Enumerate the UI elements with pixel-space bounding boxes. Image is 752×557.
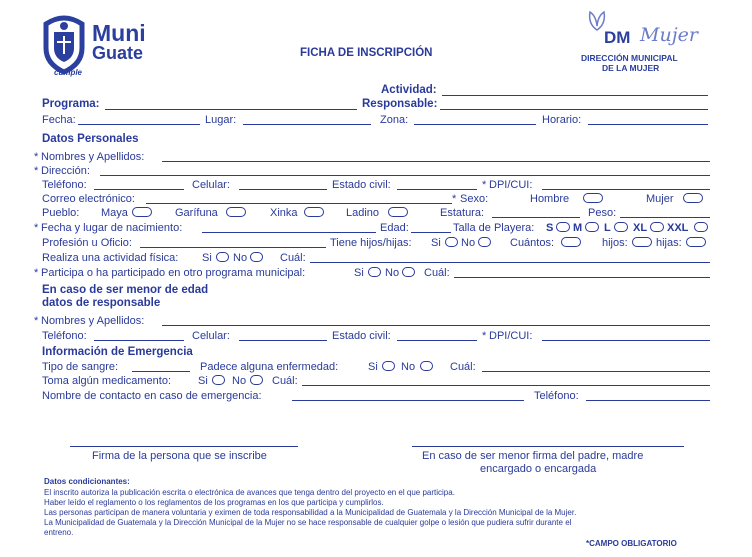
ladino-checkbox[interactable] (388, 207, 408, 217)
logo-guate: Guate (92, 43, 144, 63)
firma-right-label-1: En caso de ser menor firma del padre, madre (422, 450, 644, 462)
participa-si-label: Si (354, 267, 364, 279)
condicion-1: El inscrito autoriza la publicación escrita o electrónica de avances que tenga dentro del proyecto en el que participa. (44, 488, 455, 497)
correo-label: Correo electrónico: (42, 193, 135, 205)
contacto-label: Nombre de contacto en caso de emergencia: (42, 390, 262, 402)
talla-m-checkbox[interactable] (585, 222, 599, 232)
actividad-field[interactable] (442, 95, 708, 96)
lugar-field[interactable] (243, 124, 371, 125)
participa-cual-label: Cuál: (424, 267, 450, 279)
campo-obligatorio: *CAMPO OBLIGATORIO (586, 539, 677, 548)
menor-celular-label: Celular: (192, 330, 230, 342)
zona-label: Zona: (380, 114, 409, 126)
af-si-checkbox[interactable] (216, 252, 229, 262)
horario-label: Horario: (542, 114, 582, 126)
menor-dpi-label: DPI/CUI: (489, 330, 533, 342)
firma-line-left[interactable] (70, 446, 298, 447)
contacto-field[interactable] (292, 400, 524, 401)
enf-no-checkbox[interactable] (420, 361, 433, 371)
participa-si-checkbox[interactable] (368, 267, 381, 277)
page-title: FICHA DE INSCRIPCIÓN (300, 47, 433, 59)
required-mark: * (452, 193, 457, 205)
participa-cual-field[interactable] (454, 277, 710, 278)
af-si-label: Si (202, 252, 212, 264)
required-mark: * (34, 151, 39, 163)
zona-field[interactable] (414, 124, 536, 125)
actividad-fisica-label: Realiza una actividad física: (42, 252, 179, 264)
logo-dm: DM (604, 28, 631, 47)
condicion-5: entreno. (44, 528, 74, 537)
hijos-count-label: hijos: (602, 237, 628, 249)
dpi-field[interactable] (542, 189, 710, 190)
logo-line1: DIRECCIÓN MUNICIPAL (581, 53, 678, 63)
menor-estado-civil-field[interactable] (397, 340, 477, 341)
celular-label: Celular: (192, 179, 230, 191)
af-no-checkbox[interactable] (250, 252, 263, 262)
peso-label: Peso: (588, 207, 617, 219)
xinka-label: Xinka (270, 207, 298, 219)
participa-no-label: No (385, 267, 400, 279)
fecha-label: Fecha: (42, 114, 76, 126)
logo-mujer: Mujer (640, 24, 698, 46)
direccion-field[interactable] (100, 175, 710, 176)
responsable-field[interactable] (440, 109, 708, 110)
hijos-si-checkbox[interactable] (445, 237, 458, 247)
af-no-label: No (233, 252, 248, 264)
menor-heading: En caso de ser menor de edad (42, 284, 209, 296)
med-cual-field[interactable] (302, 385, 710, 386)
talla-xxl-label: XXL (667, 222, 689, 234)
participa-label: Participa o ha participado en otro programa municipal: (41, 267, 306, 279)
menor-telefono-label: Teléfono: (42, 330, 87, 342)
participa-no-checkbox[interactable] (402, 267, 415, 277)
condiciones-title: Datos condicionantes: (44, 477, 130, 486)
required-mark: * (34, 165, 39, 177)
lugar-label: Lugar: (205, 114, 237, 126)
menor-subheading: datos de responsable (42, 297, 161, 309)
menor-celular-field[interactable] (239, 340, 327, 341)
hijos-no-label: No (461, 237, 476, 249)
contacto-telefono-label: Teléfono: (534, 390, 579, 402)
med-si-checkbox[interactable] (212, 375, 225, 385)
celular-field[interactable] (239, 189, 327, 190)
required-mark: * (482, 179, 487, 191)
dpi-label: DPI/CUI: (489, 179, 533, 191)
hombre-checkbox[interactable] (583, 193, 603, 203)
talla-label: Talla de Playera: (453, 222, 535, 234)
garifuna-checkbox[interactable] (226, 207, 246, 217)
nombres-field[interactable] (162, 161, 710, 162)
af-cual-field[interactable] (310, 262, 710, 263)
fecha-field[interactable] (78, 124, 200, 125)
talla-l-checkbox[interactable] (614, 222, 628, 232)
garifuna-label: Garífuna (175, 207, 218, 219)
emergencia-heading: Información de Emergencia (42, 346, 193, 358)
actividad-label: Actividad: (381, 84, 437, 96)
enf-si-label: Si (368, 361, 378, 373)
hijas-count-field[interactable] (686, 237, 706, 247)
edad-label: Edad: (380, 222, 409, 234)
med-si-label: Si (198, 375, 208, 387)
hombre-label: Hombre (530, 193, 570, 205)
enfermedad-label: Padece alguna enfermedad: (200, 361, 339, 373)
required-mark: * (34, 267, 39, 279)
contacto-telefono-field[interactable] (586, 400, 710, 401)
munig-logo (36, 14, 166, 80)
condicion-4: La Municipalidad de Guatemala y la Dirección Municipal de la Mujer no se hace responsable de cualquier golpe o lesión que pudiera sufrir durante el (44, 518, 572, 527)
required-mark: * (482, 330, 487, 342)
maya-checkbox[interactable] (132, 207, 152, 217)
required-mark: * (34, 315, 39, 327)
nacimiento-label: Fecha y lugar de nacimiento: (41, 222, 183, 234)
dmm-logo (580, 8, 710, 78)
edad-field[interactable] (411, 232, 451, 233)
logo-line2: DE LA MUJER (602, 63, 660, 73)
telefono-label: Teléfono: (42, 179, 87, 191)
profesion-label: Profesión u Oficio: (42, 237, 132, 249)
ladino-label: Ladino (346, 207, 380, 219)
logo-muni: Muni (92, 20, 146, 46)
med-no-label: No (232, 375, 247, 387)
sangre-label: Tipo de sangre: (42, 361, 119, 373)
profesion-field[interactable] (140, 247, 326, 248)
talla-l-label: L (604, 222, 611, 234)
hijos-no-checkbox[interactable] (478, 237, 491, 247)
direccion-label: Dirección: (41, 165, 90, 177)
estado-civil-label: Estado civil: (332, 179, 391, 191)
talla-s-checkbox[interactable] (556, 222, 570, 232)
xinka-checkbox[interactable] (304, 207, 324, 217)
telefono-field[interactable] (94, 189, 184, 190)
menor-dpi-field[interactable] (542, 340, 710, 341)
talla-xl-checkbox[interactable] (650, 222, 664, 232)
af-cual-label: Cuál: (280, 252, 306, 264)
personal-heading: Datos Personales (42, 133, 139, 145)
menor-estado-civil-label: Estado civil: (332, 330, 391, 342)
med-no-checkbox[interactable] (250, 375, 263, 385)
enf-si-checkbox[interactable] (382, 361, 395, 371)
firma-right-label-2: encargado o encargada (480, 463, 597, 475)
nacimiento-field[interactable] (202, 232, 376, 233)
talla-m-label: M (573, 222, 583, 234)
sexo-label: Sexo: (460, 193, 489, 205)
menor-telefono-field[interactable] (94, 340, 184, 341)
responsable-label: Responsable: (362, 98, 438, 110)
estatura-label: Estatura: (440, 207, 485, 219)
talla-xxl-checkbox[interactable] (694, 222, 708, 232)
pueblo-label: Pueblo: (42, 207, 80, 219)
hijos-count-field[interactable] (632, 237, 652, 247)
maya-label: Maya (101, 207, 128, 219)
menor-nombres-label: Nombres y Apellidos: (41, 315, 145, 327)
horario-field[interactable] (588, 124, 708, 125)
programa-field[interactable] (105, 109, 357, 110)
hijos-label: Tiene hijos/hijas: (330, 237, 412, 249)
cuantos-label: Cuántos: (510, 237, 555, 249)
condicion-3: Las personas participan de manera voluntaria y eximen de toda responsabilidad a la Municipalidad de Guatemala y la Dirección Municipal de la Mujer. (44, 508, 577, 517)
cuantos-field[interactable] (561, 237, 581, 247)
estatura-field[interactable] (492, 217, 580, 218)
talla-xl-label: XL (633, 222, 648, 234)
talla-s-label: S (546, 222, 554, 234)
nombres-label: Nombres y Apellidos: (41, 151, 145, 163)
mujer-label: Mujer (646, 193, 674, 205)
medicamento-label: Toma algún medicamento: (42, 375, 172, 387)
logo-tag: cumple (54, 68, 83, 77)
crest-icon (38, 14, 90, 76)
enf-cual-label: Cuál: (450, 361, 476, 373)
med-cual-label: Cuál: (272, 375, 298, 387)
programa-label: Programa: (42, 98, 100, 110)
mujer-checkbox[interactable] (683, 193, 703, 203)
estado-civil-field[interactable] (397, 189, 477, 190)
peso-field[interactable] (620, 217, 710, 218)
sangre-field[interactable] (132, 371, 190, 372)
required-mark: * (34, 222, 39, 234)
correo-field[interactable] (146, 203, 452, 204)
enf-cual-field[interactable] (482, 371, 710, 372)
hijas-count-label: hijas: (656, 237, 682, 249)
firma-left-label: Firma de la persona que se inscribe (92, 450, 267, 462)
condicion-2: Haber leído el reglamento o los reglamentos de los programas en los que participa y cumplirlos. (44, 498, 384, 507)
firma-line-right[interactable] (412, 446, 684, 447)
menor-nombres-field[interactable] (162, 325, 710, 326)
hijos-si-label: Si (431, 237, 441, 249)
enf-no-label: No (401, 361, 416, 373)
